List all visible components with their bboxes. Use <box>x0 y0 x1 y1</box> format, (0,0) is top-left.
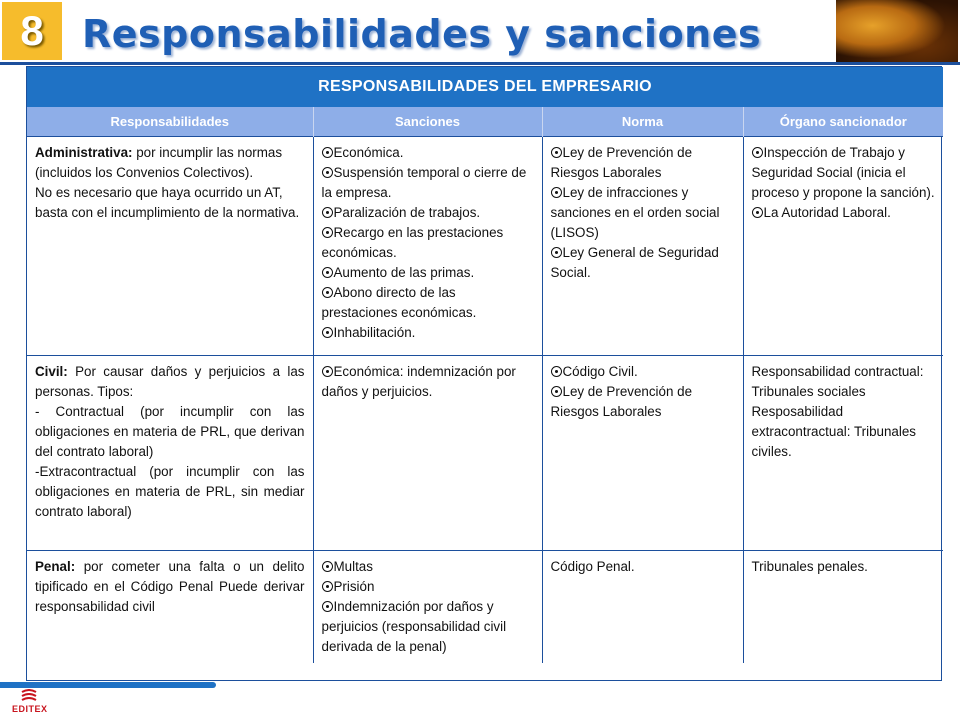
cell-norma <box>542 551 743 664</box>
bullet-icon <box>322 327 333 338</box>
bullet-icon <box>322 287 333 298</box>
list-item: Ley de infracciones y sanciones en el orden social (LISOS) <box>550 185 720 240</box>
list-item: Económica. <box>322 143 534 163</box>
bullet-icon <box>551 187 562 198</box>
cell-sanciones <box>313 551 542 664</box>
cell-organo <box>743 356 943 551</box>
list-item: Inhabilitación. <box>322 323 534 343</box>
column-header-organo: Órgano sancionador <box>743 107 943 137</box>
cell-responsabilidad <box>27 356 313 551</box>
cell-organo <box>743 137 943 356</box>
bullet-icon <box>322 167 333 178</box>
cell-responsabilidad <box>27 551 313 664</box>
responsabilidad-text: por cometer una falta o un delito tipificado en el Código Penal Puede derivar responsabilidad civil <box>35 559 305 614</box>
bullet-icon <box>752 207 763 218</box>
chapter-badge <box>2 2 62 60</box>
editex-logo-text: EDITEX <box>12 704 48 714</box>
list-item: Ley General de Seguridad Social. <box>550 245 719 280</box>
bullet-icon <box>322 227 333 238</box>
organo-line: Resposabilidad extracontractual: Tribunales civiles. <box>751 404 916 459</box>
list-item: Código Civil. <box>551 362 735 382</box>
cell-norma <box>542 137 743 356</box>
responsibilities-table <box>27 67 943 663</box>
list-item: Ley de Prevención de Riesgos Laborales <box>550 145 693 180</box>
organo-line: Responsabilidad contractual: Tribunales sociales <box>751 364 924 399</box>
list-item: Ley de Prevención de Riesgos Laborales <box>550 384 693 419</box>
list-item: Multas <box>322 557 534 577</box>
bullet-icon <box>551 147 562 158</box>
column-header-sanciones: Sanciones <box>313 107 542 137</box>
bullet-icon <box>551 366 562 377</box>
bullet-icon <box>322 561 333 572</box>
responsabilidad-title: Administrativa: <box>35 145 133 160</box>
table-row-penal <box>27 551 943 664</box>
bullet-icon <box>322 267 333 278</box>
slide-title: Responsabilidades y sanciones <box>82 12 762 56</box>
list-item: Abono directo de las prestaciones económicas. <box>321 285 477 320</box>
responsabilidad-extra: No es necesario que haya ocurrido un AT, basta con el incumplimiento de la normativa. <box>35 185 300 220</box>
bullet-icon <box>322 207 333 218</box>
list-item: Inspección de Trabajo y Seguridad Social (inicia el proceso y propone la sanción). <box>751 145 935 200</box>
organo-text: Tribunales penales. <box>751 559 868 574</box>
table-main-heading: RESPONSABILIDADES DEL EMPRESARIO <box>27 67 943 107</box>
header-photo <box>836 0 958 64</box>
bullet-icon <box>322 601 333 612</box>
responsabilidad-line: - Contractual (por incumplir con las obligaciones en materia de PRL, que derivan del contrato laboral) <box>35 404 305 459</box>
responsabilidad-text: Por causar daños y perjuicios a las personas. Tipos: <box>35 364 305 399</box>
responsabilidad-text: por incumplir las normas (incluidos los Convenios Colectivos). <box>35 145 283 180</box>
cell-responsabilidad <box>27 137 313 356</box>
responsabilidad-title: Civil: <box>35 364 68 379</box>
cell-organo <box>743 551 943 664</box>
chapter-number: 8 <box>20 7 44 54</box>
list-item: Económica: indemnización por daños y perjuicios. <box>321 364 516 399</box>
list-item: Prisión <box>322 577 534 597</box>
bullet-icon <box>551 247 562 258</box>
header-divider <box>0 62 960 65</box>
bullet-icon <box>752 147 763 158</box>
editex-logo <box>8 688 68 718</box>
editex-logo-icon <box>20 689 38 703</box>
list-item: Aumento de las primas. <box>322 263 534 283</box>
table-row-administrativa <box>27 137 943 356</box>
responsabilidad-title: Penal: <box>35 559 76 574</box>
responsabilidad-line: -Extracontractual (por incumplir con las obligaciones en materia de PRL, sin mediar contrato laboral) <box>35 464 305 519</box>
bullet-icon <box>322 581 333 592</box>
cell-sanciones <box>313 356 542 551</box>
list-item: Recargo en las prestaciones económicas. <box>321 225 504 260</box>
norma-text: Código Penal. <box>550 559 635 574</box>
table-row-civil <box>27 356 943 551</box>
cell-sanciones <box>313 137 542 356</box>
list-item: Paralización de trabajos. <box>322 203 534 223</box>
list-item: La Autoridad Laboral. <box>752 203 936 223</box>
list-item: Indemnización por daños y perjuicios (responsabilidad civil derivada de la penal) <box>321 599 507 654</box>
bullet-icon <box>322 147 333 158</box>
column-header-responsabilidades: Responsabilidades <box>27 107 313 137</box>
bullet-icon <box>322 366 333 377</box>
table-column-headers <box>27 107 943 137</box>
responsibilities-table-panel <box>26 66 942 681</box>
cell-norma <box>542 356 743 551</box>
list-item: Suspensión temporal o cierre de la empresa. <box>321 165 527 200</box>
column-header-norma: Norma <box>542 107 743 137</box>
bullet-icon <box>551 386 562 397</box>
